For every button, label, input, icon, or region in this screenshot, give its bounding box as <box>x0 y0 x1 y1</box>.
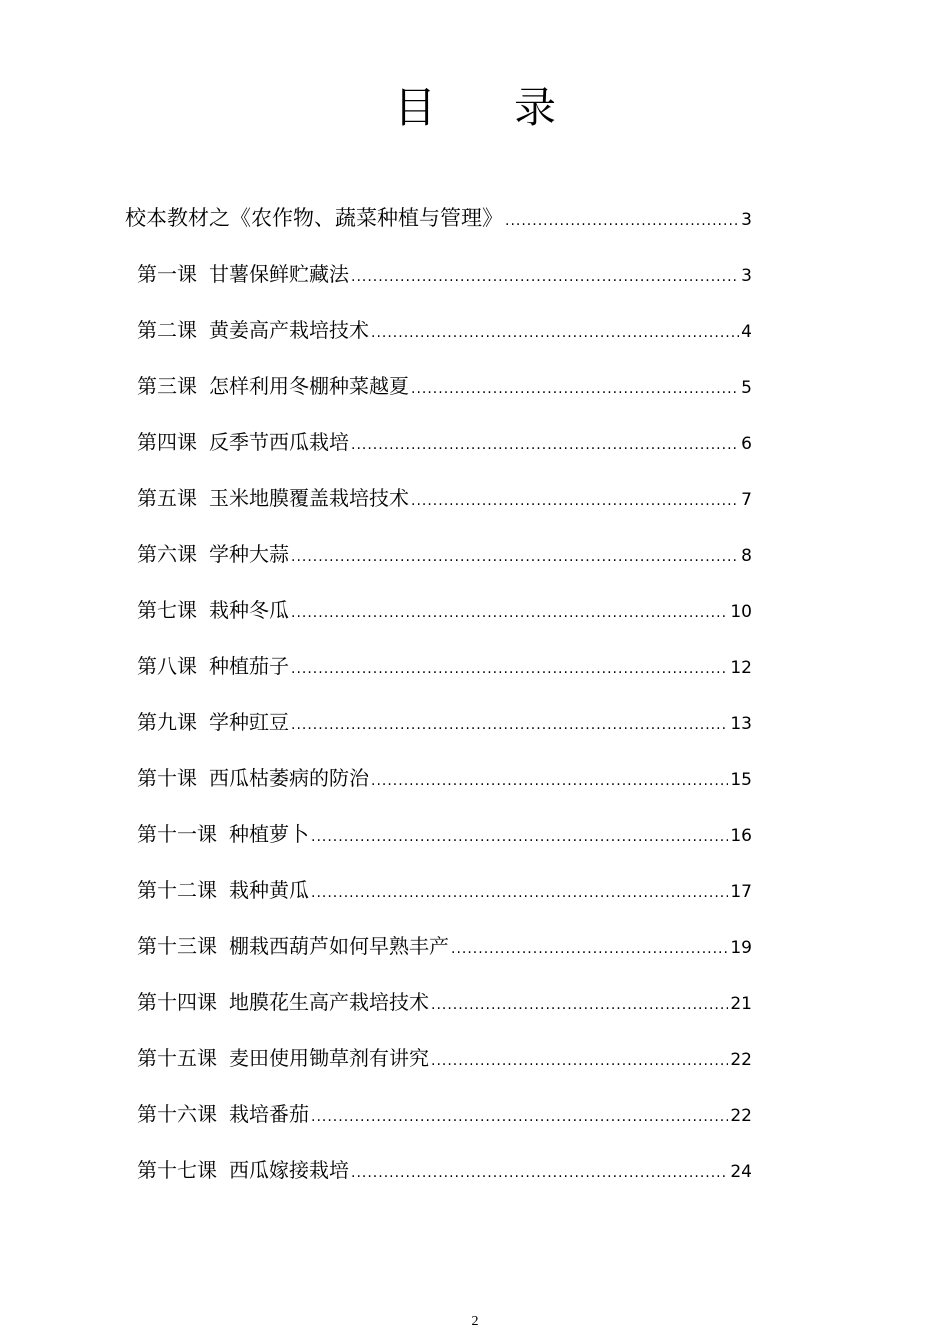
toc-entry[interactable] <box>137 261 752 287</box>
lesson-title: 玉米地膜覆盖栽培技术 <box>209 486 409 510</box>
dot-leader <box>311 880 728 906</box>
lesson-title: 学种大蒜 <box>209 542 289 566</box>
lesson-number: 第十六课 <box>137 1102 217 1126</box>
toc-page-number: 24 <box>730 1162 752 1182</box>
dot-leader <box>311 1104 728 1130</box>
toc-entry[interactable] <box>137 1045 752 1071</box>
lesson-title: 西瓜嫁接栽培 <box>229 1158 349 1182</box>
page-title <box>0 80 950 136</box>
toc-entry[interactable] <box>137 1157 752 1183</box>
toc-page-number: 16 <box>730 826 752 846</box>
toc-heading-entry[interactable] <box>125 205 752 231</box>
dot-leader <box>311 824 728 850</box>
toc-page-number: 3 <box>741 266 752 286</box>
toc-page-number: 19 <box>730 938 752 958</box>
toc-heading-title: 校本教材之《农作物、蔬菜种植与管理》 <box>125 206 503 230</box>
lesson-number: 第十四课 <box>137 990 217 1014</box>
page-footer-number: 2 <box>471 1314 479 1329</box>
title-char-1: 目 <box>393 83 436 132</box>
toc-entry[interactable] <box>137 821 752 847</box>
toc-entry[interactable] <box>137 877 752 903</box>
lesson-number: 第五课 <box>137 486 197 510</box>
lesson-number: 第七课 <box>137 598 197 622</box>
lesson-title: 怎样利用冬棚种菜越夏 <box>209 374 409 398</box>
lesson-number: 第九课 <box>137 710 197 734</box>
lesson-number: 第十三课 <box>137 934 217 958</box>
lesson-number: 第十七课 <box>137 1158 217 1182</box>
lesson-title: 反季节西瓜栽培 <box>209 430 349 454</box>
toc-entry[interactable] <box>137 541 752 567</box>
dot-leader <box>351 1160 728 1186</box>
dot-leader <box>451 936 728 962</box>
dot-leader <box>291 712 728 738</box>
lesson-title: 甘薯保鲜贮藏法 <box>209 262 349 286</box>
toc-page-number: 6 <box>741 434 752 454</box>
lesson-number: 第十一课 <box>137 822 217 846</box>
lesson-number: 第一课 <box>137 262 197 286</box>
dot-leader <box>371 768 728 794</box>
lesson-number: 第十五课 <box>137 1046 217 1070</box>
lesson-number: 第十课 <box>137 766 197 790</box>
toc-entry[interactable] <box>137 485 752 511</box>
toc-page-number: 22 <box>730 1050 752 1070</box>
dot-leader <box>411 376 739 402</box>
lesson-title: 麦田使用锄草剂有讲究 <box>229 1046 429 1070</box>
lesson-title: 学种豇豆 <box>209 710 289 734</box>
toc-entry[interactable] <box>137 933 752 959</box>
lesson-number: 第三课 <box>137 374 197 398</box>
toc-entry[interactable] <box>137 989 752 1015</box>
dot-leader <box>351 264 739 290</box>
lesson-title: 栽种冬瓜 <box>209 598 289 622</box>
lesson-number: 第四课 <box>137 430 197 454</box>
toc-page-number: 3 <box>741 210 752 230</box>
toc-page-number: 13 <box>730 714 752 734</box>
toc-entry[interactable] <box>137 1101 752 1127</box>
toc-entry[interactable] <box>137 709 752 735</box>
lesson-number: 第八课 <box>137 654 197 678</box>
toc-page-number: 10 <box>730 602 752 622</box>
lesson-number: 第六课 <box>137 542 197 566</box>
toc-page-number: 12 <box>730 658 752 678</box>
lesson-title: 棚栽西葫芦如何早熟丰产 <box>229 934 449 958</box>
dot-leader <box>291 656 728 682</box>
toc-page-number: 5 <box>741 378 752 398</box>
toc-page-number: 8 <box>741 546 752 566</box>
dot-leader <box>351 432 739 458</box>
lesson-title: 栽种黄瓜 <box>229 878 309 902</box>
dot-leader <box>291 600 728 626</box>
lesson-title: 地膜花生高产栽培技术 <box>229 990 429 1014</box>
toc-entry[interactable] <box>137 429 752 455</box>
toc-page-number: 4 <box>741 322 752 342</box>
toc-page-number: 17 <box>730 882 752 902</box>
lesson-number: 第十二课 <box>137 878 217 902</box>
lesson-title: 种植茄子 <box>209 654 289 678</box>
toc-page-number: 22 <box>730 1106 752 1126</box>
toc-page-number: 7 <box>741 490 752 510</box>
dot-leader <box>505 208 739 234</box>
dot-leader <box>371 320 739 346</box>
lesson-number: 第二课 <box>137 318 197 342</box>
toc-page-number: 15 <box>730 770 752 790</box>
lesson-title: 西瓜枯萎病的防治 <box>209 766 369 790</box>
lesson-title: 栽培番茄 <box>229 1102 309 1126</box>
dot-leader <box>431 1048 728 1074</box>
toc-entry[interactable] <box>137 597 752 623</box>
title-char-2: 录 <box>514 83 557 132</box>
toc-entry[interactable] <box>137 317 752 343</box>
dot-leader <box>411 488 739 514</box>
lesson-title: 黄姜高产栽培技术 <box>209 318 369 342</box>
toc-entry[interactable] <box>137 765 752 791</box>
dot-leader <box>291 544 739 570</box>
lesson-title: 种植萝卜 <box>229 822 309 846</box>
toc-page-number: 21 <box>730 994 752 1014</box>
dot-leader <box>431 992 728 1018</box>
toc-entry[interactable] <box>137 653 752 679</box>
toc-entry[interactable] <box>137 373 752 399</box>
